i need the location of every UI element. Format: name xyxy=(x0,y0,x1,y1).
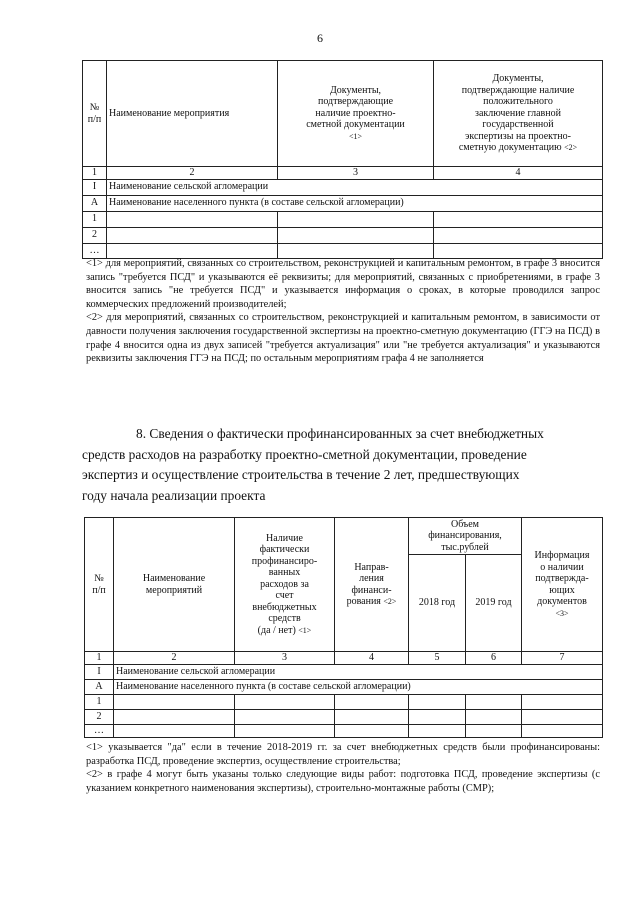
header-year-2018: 2018 год xyxy=(409,555,466,652)
table-project-documents xyxy=(82,60,603,259)
table-row: А Наименование населенного пункта (в составе сельской агломерации) xyxy=(85,679,603,694)
header-supporting-documents: Информация о наличии подтвержда- ющих документов <3> xyxy=(522,518,603,652)
row-agglomeration-name: Наименование сельской агломерации xyxy=(107,179,603,195)
footnotes-table1 xyxy=(86,257,600,366)
table-row: 2 xyxy=(83,227,603,243)
header-psd-documents: Документы, подтверждающие наличие проектно- сметной документации <1> xyxy=(278,61,434,167)
footnote-2: <2> для мероприятий, связанных со строительством, реконструкцией и капитальным ремонтом, в зависимости от давности получения заключения государственной экспертизы на проектно-сметную документацию (ГГЭ на ПСД) в графе 4 вносится одна из двух записей "требуется актуализация" или "не требуется актуализация" и указываются реквизиты заключения ГГЭ на ПСД; по остальным мероприятиям графа 4 не заполняется xyxy=(86,312,600,365)
header-name: Наименование мероприятий xyxy=(114,518,235,652)
table-header-row xyxy=(85,518,603,555)
row-settlement-name: Наименование населенного пункта (в составе сельской агломерации) xyxy=(114,679,603,694)
table-row: 1 xyxy=(85,694,603,709)
table-row: А Наименование населенного пункта (в составе сельской агломерации) xyxy=(83,195,603,211)
footnote-1: <1> для мероприятий, связанных со строительством, реконструкцией и капитальным ремонтом, в графе 3 вносится запись "требуется ПСД" и указываются её реквизиты; для мероприятий, связанных с приобретениями, в графе 3 вносится запись "не требуется ПСД" и указывается информация о сроках, в которые проводился запрос коммерческих предложений производителей; xyxy=(86,258,600,310)
header-financing-volume: Объем финансирования, тыс.рублей xyxy=(409,518,522,555)
header-financing-direction: Направ- ления финанси- рования <2> xyxy=(335,518,409,652)
header-num: № п/п xyxy=(83,61,107,167)
column-number-row: 1 2 3 4 xyxy=(83,167,603,180)
row-agglomeration-name: Наименование сельской агломерации xyxy=(114,664,603,679)
column-number-row: 1 2 3 4 5 6 7 xyxy=(85,652,603,665)
table-header-row xyxy=(83,61,603,167)
header-expertise-documents: Документы, подтверждающие наличие положительного заключение главной государственной экспертизы на проектно- сметную документацию <2> xyxy=(434,61,603,167)
row-settlement-name: Наименование населенного пункта (в составе сельской агломерации) xyxy=(107,195,603,211)
header-num: № п/п xyxy=(85,518,114,652)
table-row: … xyxy=(85,724,603,737)
table-row: 1 xyxy=(83,211,603,227)
page-number: 6 xyxy=(317,31,323,45)
footnote-1: <1> указывается "да" если в течение 2018-2019 гг. за счет внебюджетных средств были профинансированы: разработка ПСД, проведение экспертиз, осуществление строительства; xyxy=(86,742,600,767)
section-8-title: 8. Сведения о фактически профинансированных за счет внебюджетных средств расходов на разработку проектно-сметной документации, проведение экспертиз и осуществление строительства в течение 2 лет, предшествующих году начала реализации проекта xyxy=(82,426,544,503)
table-row: I Наименование сельской агломерации xyxy=(83,179,603,195)
table-row: I Наименование сельской агломерации xyxy=(85,664,603,679)
footnotes-table2 xyxy=(86,741,600,795)
header-financed-expenses: Наличие фактически профинансиро- ванных расходов за счет внебюджетных средств (да / нет) <1> xyxy=(235,518,335,652)
header-year-2019: 2019 год xyxy=(466,555,522,652)
table-row: 2 xyxy=(85,709,603,724)
header-name: Наименование мероприятия xyxy=(107,61,278,167)
footnote-2: <2> в графе 4 могут быть указаны только следующие виды работ: подготовка ПСД, проведение экспертизы (с указанием конкретного наименования экспертизы), строительно-монтажные работы (СМР); xyxy=(86,769,600,794)
table-financed-expenses xyxy=(84,517,603,738)
table-row: … xyxy=(83,243,603,258)
